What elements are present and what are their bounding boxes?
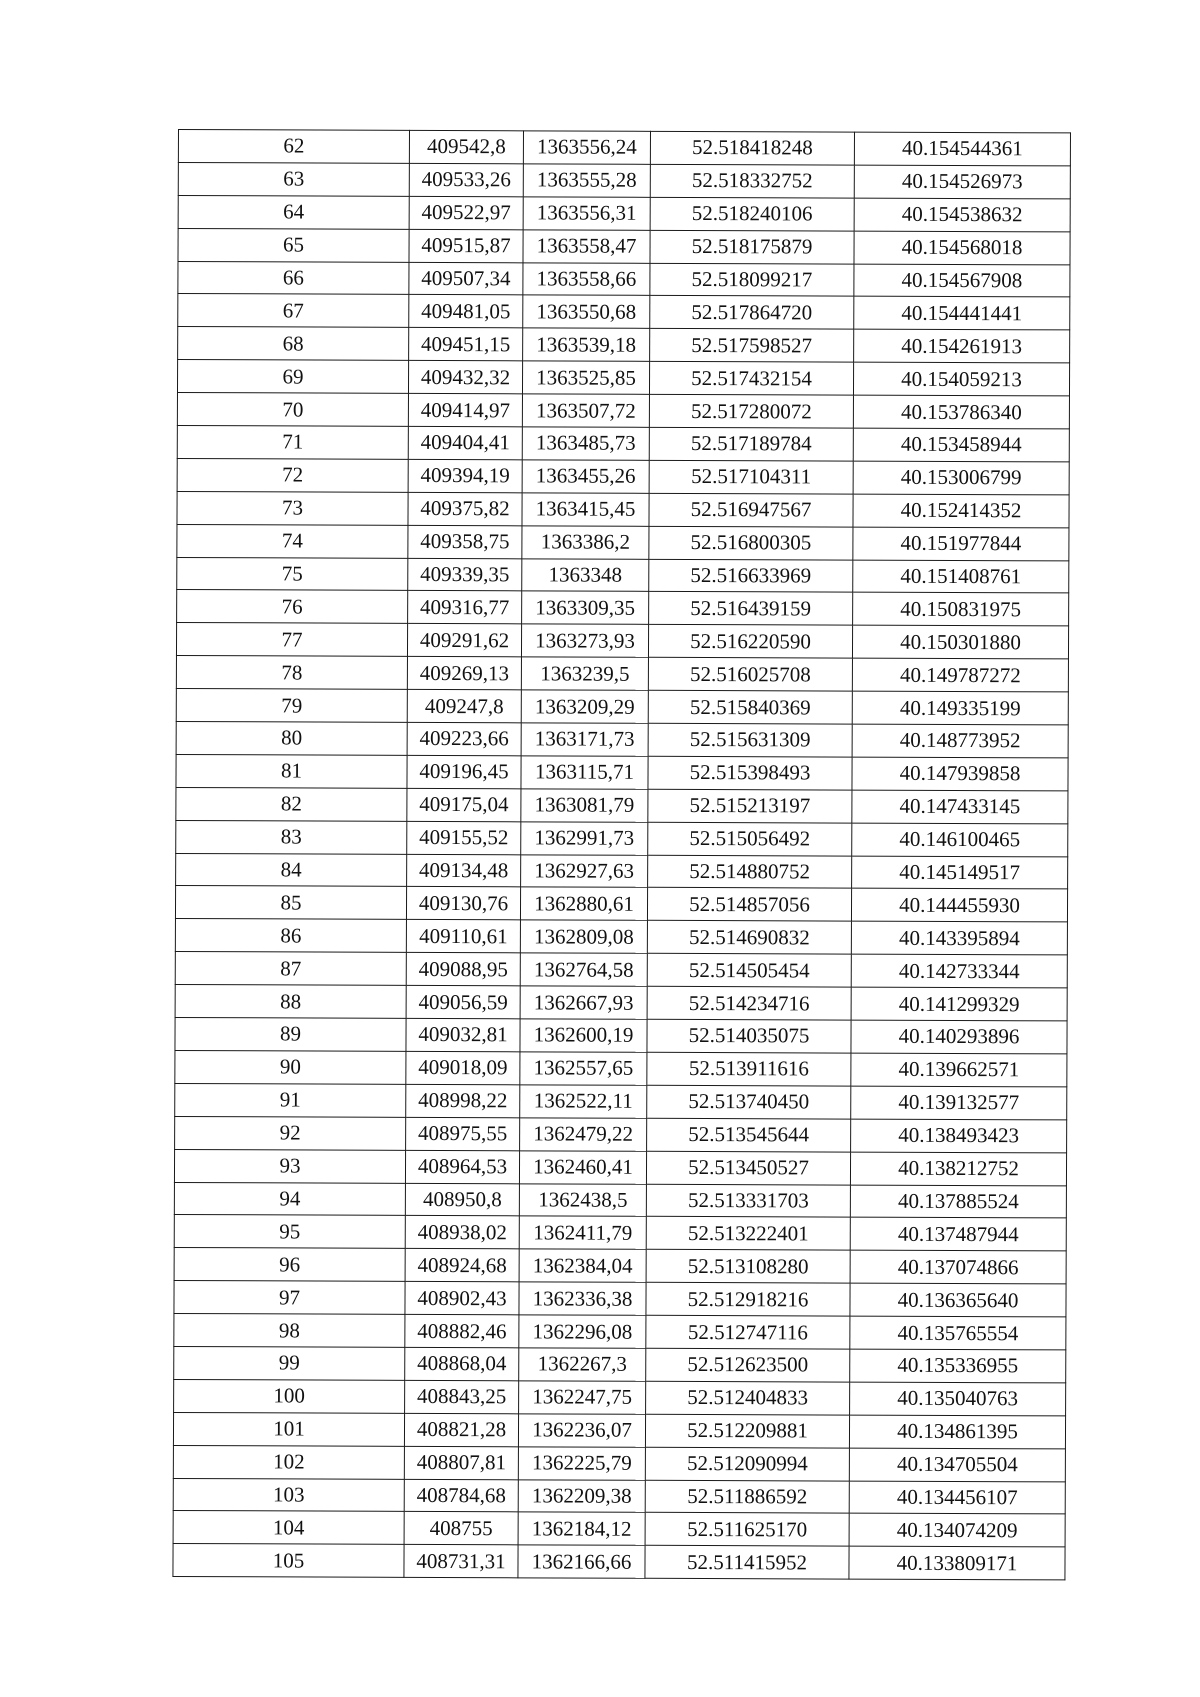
point-number-cell: 102	[173, 1445, 404, 1479]
y-coordinate-cell: 1362166,66	[518, 1545, 645, 1578]
longitude-cell: 40.135765554	[850, 1316, 1066, 1350]
latitude-cell: 52.512090994	[645, 1447, 849, 1481]
y-coordinate-cell: 1362247,75	[519, 1381, 646, 1414]
x-coordinate-cell: 408755	[404, 1512, 518, 1545]
table-row	[178, 130, 1070, 166]
latitude-cell: 52.512404833	[646, 1381, 850, 1415]
point-number-cell: 89	[175, 1018, 406, 1052]
x-coordinate-cell: 409358,75	[408, 525, 522, 558]
x-coordinate-cell: 409155,52	[407, 821, 521, 854]
point-number-cell: 62	[178, 130, 409, 164]
latitude-cell: 52.513331703	[646, 1184, 850, 1218]
longitude-cell: 40.139662571	[851, 1053, 1067, 1087]
point-number-cell: 81	[176, 754, 407, 788]
x-coordinate-cell: 409196,45	[407, 755, 521, 788]
latitude-cell: 52.511886592	[645, 1480, 849, 1514]
longitude-cell: 40.134074209	[849, 1513, 1065, 1547]
y-coordinate-cell: 1362600,19	[520, 1019, 647, 1052]
longitude-cell: 40.154538632	[854, 198, 1070, 232]
longitude-cell: 40.144455930	[851, 889, 1067, 923]
x-coordinate-cell: 408998,22	[406, 1084, 520, 1117]
longitude-cell: 40.142733344	[851, 954, 1067, 988]
longitude-cell: 40.147433145	[852, 790, 1068, 824]
longitude-cell: 40.154526973	[854, 165, 1070, 199]
table-row	[175, 952, 1067, 988]
table-row	[173, 1511, 1065, 1547]
x-coordinate-cell: 409414,97	[408, 394, 522, 427]
y-coordinate-cell: 1363550,68	[523, 295, 650, 328]
point-number-cell: 93	[174, 1149, 405, 1183]
y-coordinate-cell: 1362460,41	[519, 1150, 646, 1183]
table-row	[174, 1281, 1066, 1317]
point-number-cell: 73	[177, 491, 408, 525]
y-coordinate-cell: 1363386,2	[522, 526, 649, 559]
y-coordinate-cell: 1363348	[522, 558, 649, 591]
x-coordinate-cell: 409291,62	[407, 624, 521, 657]
table-row	[177, 426, 1069, 462]
y-coordinate-cell: 1363556,31	[523, 197, 650, 230]
table-row	[174, 1182, 1066, 1218]
longitude-cell: 40.154544361	[854, 132, 1070, 166]
point-number-cell: 85	[175, 886, 406, 920]
table-row	[174, 1149, 1066, 1185]
table-row	[175, 886, 1067, 922]
y-coordinate-cell: 1362209,38	[518, 1479, 645, 1512]
latitude-cell: 52.514035075	[647, 1019, 851, 1053]
longitude-cell: 40.135336955	[850, 1349, 1066, 1383]
longitude-cell: 40.134861395	[849, 1415, 1065, 1449]
y-coordinate-cell: 1363209,29	[521, 690, 648, 723]
longitude-cell: 40.153786340	[853, 395, 1069, 429]
x-coordinate-cell: 409110,61	[406, 920, 520, 953]
latitude-cell: 52.513450527	[646, 1151, 850, 1185]
x-coordinate-cell: 408843,25	[405, 1380, 519, 1413]
longitude-cell: 40.135040763	[850, 1382, 1066, 1416]
longitude-cell: 40.154059213	[853, 362, 1069, 396]
x-coordinate-cell: 408882,46	[405, 1314, 519, 1347]
table-row	[178, 261, 1070, 297]
y-coordinate-cell: 1362296,08	[519, 1315, 646, 1348]
table-row	[173, 1412, 1065, 1448]
latitude-cell: 52.513222401	[646, 1217, 850, 1251]
longitude-cell: 40.138212752	[850, 1152, 1066, 1186]
latitude-cell: 52.514234716	[647, 986, 851, 1020]
longitude-cell: 40.140293896	[851, 1020, 1067, 1054]
table-row	[175, 919, 1067, 955]
y-coordinate-cell: 1363525,85	[522, 361, 649, 394]
longitude-cell: 40.137487944	[850, 1217, 1066, 1251]
point-number-cell: 87	[175, 952, 406, 986]
y-coordinate-cell: 1362667,93	[520, 986, 647, 1019]
x-coordinate-cell: 409088,95	[406, 953, 520, 986]
x-coordinate-cell: 409375,82	[408, 492, 522, 525]
point-number-cell: 80	[176, 722, 407, 756]
latitude-cell: 52.518175879	[650, 230, 854, 264]
y-coordinate-cell: 1362184,12	[518, 1512, 645, 1545]
longitude-cell: 40.151977844	[853, 527, 1069, 561]
point-number-cell: 67	[178, 294, 409, 328]
point-number-cell: 69	[177, 360, 408, 394]
latitude-cell: 52.514880752	[648, 855, 852, 889]
point-number-cell: 83	[176, 820, 407, 854]
y-coordinate-cell: 1363558,66	[523, 262, 650, 295]
latitude-cell: 52.516633969	[649, 559, 853, 593]
point-number-cell: 97	[174, 1281, 405, 1315]
x-coordinate-cell: 408924,68	[405, 1249, 519, 1282]
y-coordinate-cell: 1363273,93	[521, 624, 648, 657]
longitude-cell: 40.133809171	[849, 1546, 1065, 1580]
latitude-cell: 52.514690832	[647, 921, 851, 955]
point-number-cell: 68	[178, 327, 409, 361]
table-row	[177, 458, 1069, 494]
latitude-cell: 52.513108280	[646, 1250, 850, 1284]
point-number-cell: 70	[177, 393, 408, 427]
point-number-cell: 72	[177, 458, 408, 492]
latitude-cell: 52.514505454	[647, 954, 851, 988]
point-number-cell: 75	[177, 557, 408, 591]
point-number-cell: 94	[174, 1182, 405, 1216]
latitude-cell: 52.512747116	[646, 1315, 850, 1349]
x-coordinate-cell: 409451,15	[409, 328, 523, 361]
table-row	[175, 1083, 1067, 1119]
y-coordinate-cell: 1362236,07	[518, 1414, 645, 1447]
longitude-cell: 40.149787272	[852, 658, 1068, 692]
latitude-cell: 52.514857056	[647, 888, 851, 922]
latitude-cell: 52.515213197	[648, 789, 852, 823]
point-number-cell: 77	[176, 623, 407, 657]
longitude-cell: 40.143395894	[851, 921, 1067, 955]
latitude-cell: 52.517864720	[650, 296, 854, 330]
x-coordinate-cell: 409018,09	[406, 1051, 520, 1084]
point-number-cell: 88	[175, 985, 406, 1019]
y-coordinate-cell: 1363485,73	[522, 427, 649, 460]
table-row	[176, 754, 1068, 790]
x-coordinate-cell: 409316,77	[408, 591, 522, 624]
latitude-cell: 52.516947567	[649, 493, 853, 527]
x-coordinate-cell: 408807,81	[404, 1446, 518, 1479]
longitude-cell: 40.145149517	[852, 856, 1068, 890]
latitude-cell: 52.517280072	[649, 394, 853, 428]
table-row	[178, 195, 1070, 231]
longitude-cell: 40.150831975	[853, 593, 1069, 627]
point-number-cell: 98	[174, 1314, 405, 1348]
y-coordinate-cell: 1363455,26	[522, 460, 649, 493]
point-number-cell: 79	[176, 689, 407, 723]
y-coordinate-cell: 1362809,08	[520, 920, 647, 953]
table-row	[175, 1116, 1067, 1152]
point-number-cell: 78	[176, 656, 407, 690]
x-coordinate-cell: 409032,81	[406, 1018, 520, 1051]
x-coordinate-cell: 409533,26	[409, 163, 523, 196]
y-coordinate-cell: 1362522,11	[520, 1085, 647, 1118]
x-coordinate-cell: 409542,8	[409, 130, 523, 163]
y-coordinate-cell: 1363115,71	[521, 756, 648, 789]
point-number-cell: 71	[177, 426, 408, 460]
y-coordinate-cell: 1363239,5	[521, 657, 648, 690]
latitude-cell: 52.518099217	[650, 263, 854, 297]
x-coordinate-cell: 409404,41	[408, 426, 522, 459]
latitude-cell: 52.516220590	[648, 625, 852, 659]
y-coordinate-cell: 1362880,61	[520, 887, 647, 920]
table-row	[178, 294, 1070, 330]
x-coordinate-cell: 409394,19	[408, 459, 522, 492]
x-coordinate-cell: 409223,66	[407, 722, 521, 755]
point-number-cell: 65	[178, 228, 409, 262]
longitude-cell: 40.141299329	[851, 987, 1067, 1021]
table-row	[178, 327, 1070, 363]
latitude-cell: 52.513545644	[647, 1118, 851, 1152]
point-number-cell: 101	[173, 1412, 404, 1446]
latitude-cell: 52.515056492	[648, 822, 852, 856]
longitude-cell: 40.154567908	[854, 264, 1070, 298]
longitude-cell: 40.146100465	[852, 823, 1068, 857]
latitude-cell: 52.517104311	[649, 460, 853, 494]
longitude-cell: 40.152414352	[853, 494, 1069, 528]
longitude-cell: 40.148773952	[852, 724, 1068, 758]
point-number-cell: 92	[175, 1116, 406, 1150]
latitude-cell: 52.516439159	[649, 592, 853, 626]
latitude-cell: 52.512209881	[645, 1414, 849, 1448]
x-coordinate-cell: 409269,13	[407, 657, 521, 690]
longitude-cell: 40.154441441	[854, 297, 1070, 331]
y-coordinate-cell: 1363555,28	[523, 164, 650, 197]
point-number-cell: 63	[178, 162, 409, 196]
latitude-cell: 52.517598527	[650, 329, 854, 363]
table-row	[177, 491, 1069, 527]
y-coordinate-cell: 1363558,47	[523, 229, 650, 262]
point-number-cell: 82	[176, 787, 407, 821]
point-number-cell: 74	[177, 524, 408, 558]
longitude-cell: 40.154568018	[854, 231, 1070, 265]
table-row	[177, 360, 1069, 396]
coordinates-table	[172, 129, 1071, 1581]
table-row	[176, 689, 1068, 725]
longitude-cell: 40.137074866	[850, 1250, 1066, 1284]
y-coordinate-cell: 1362225,79	[518, 1446, 645, 1479]
table-row	[173, 1445, 1065, 1481]
table-row	[175, 985, 1067, 1021]
y-coordinate-cell: 1363507,72	[522, 394, 649, 427]
y-coordinate-cell: 1362557,65	[520, 1052, 647, 1085]
y-coordinate-cell: 1362411,79	[519, 1216, 646, 1249]
latitude-cell: 52.515631309	[648, 723, 852, 757]
x-coordinate-cell: 409507,34	[409, 262, 523, 295]
table-row	[177, 590, 1069, 626]
y-coordinate-cell: 1363309,35	[522, 591, 649, 624]
longitude-cell: 40.147939858	[852, 757, 1068, 791]
latitude-cell: 52.511415952	[645, 1546, 849, 1580]
longitude-cell: 40.138493423	[851, 1119, 1067, 1153]
latitude-cell: 52.513911616	[647, 1052, 851, 1086]
point-number-cell: 90	[175, 1050, 406, 1084]
y-coordinate-cell: 1362927,63	[521, 854, 648, 887]
x-coordinate-cell: 408784,68	[404, 1479, 518, 1512]
x-coordinate-cell: 409432,32	[408, 361, 522, 394]
point-number-cell: 84	[176, 853, 407, 887]
y-coordinate-cell: 1363415,45	[522, 493, 649, 526]
x-coordinate-cell: 409247,8	[407, 690, 521, 723]
coordinates-table-body	[173, 130, 1071, 1581]
x-coordinate-cell: 409175,04	[407, 788, 521, 821]
latitude-cell: 52.517189784	[649, 427, 853, 461]
latitude-cell: 52.518332752	[650, 164, 854, 198]
table-row	[177, 524, 1069, 560]
y-coordinate-cell: 1362764,58	[520, 953, 647, 986]
table-row	[174, 1379, 1066, 1415]
latitude-cell: 52.518418248	[650, 131, 854, 165]
latitude-cell: 52.517432154	[649, 362, 853, 396]
table-row	[174, 1314, 1066, 1350]
x-coordinate-cell: 409481,05	[409, 295, 523, 328]
point-number-cell: 105	[173, 1544, 404, 1578]
y-coordinate-cell: 1362267,3	[519, 1348, 646, 1381]
latitude-cell: 52.518240106	[650, 197, 854, 231]
point-number-cell: 103	[173, 1478, 404, 1512]
point-number-cell: 104	[173, 1511, 404, 1545]
table-row	[176, 787, 1068, 823]
table-row	[178, 162, 1070, 198]
point-number-cell: 100	[174, 1379, 405, 1413]
latitude-cell: 52.515398493	[648, 756, 852, 790]
table-row	[173, 1478, 1065, 1514]
longitude-cell: 40.136365640	[850, 1283, 1066, 1317]
x-coordinate-cell: 409134,48	[407, 854, 521, 887]
point-number-cell: 64	[178, 195, 409, 229]
point-number-cell: 91	[175, 1083, 406, 1117]
x-coordinate-cell: 409515,87	[409, 229, 523, 262]
latitude-cell: 52.512623500	[646, 1348, 850, 1382]
table-row	[175, 1018, 1067, 1054]
y-coordinate-cell: 1363081,79	[521, 789, 648, 822]
x-coordinate-cell: 408938,02	[405, 1216, 519, 1249]
longitude-cell: 40.153006799	[853, 461, 1069, 495]
longitude-cell: 40.139132577	[851, 1086, 1067, 1120]
x-coordinate-cell: 408950,8	[405, 1183, 519, 1216]
x-coordinate-cell: 409130,76	[406, 887, 520, 920]
table-row	[173, 1544, 1065, 1580]
latitude-cell: 52.515840369	[648, 690, 852, 724]
x-coordinate-cell: 409522,97	[409, 196, 523, 229]
point-number-cell: 66	[178, 261, 409, 295]
table-row	[176, 853, 1068, 889]
longitude-cell: 40.149335199	[852, 691, 1068, 725]
y-coordinate-cell: 1362438,5	[519, 1183, 646, 1216]
latitude-cell: 52.516025708	[648, 658, 852, 692]
latitude-cell: 52.516800305	[649, 526, 853, 560]
y-coordinate-cell: 1363556,24	[523, 131, 650, 164]
y-coordinate-cell: 1362479,22	[520, 1118, 647, 1151]
x-coordinate-cell: 409339,35	[408, 558, 522, 591]
latitude-cell: 52.512918216	[646, 1282, 850, 1316]
y-coordinate-cell: 1362336,38	[519, 1282, 646, 1315]
table-row	[176, 722, 1068, 758]
point-number-cell: 86	[175, 919, 406, 953]
latitude-cell: 52.511625170	[645, 1513, 849, 1547]
x-coordinate-cell: 409056,59	[406, 986, 520, 1019]
longitude-cell: 40.134456107	[849, 1481, 1065, 1515]
longitude-cell: 40.150301880	[852, 625, 1068, 659]
x-coordinate-cell: 408902,43	[405, 1282, 519, 1315]
x-coordinate-cell: 408731,31	[404, 1545, 518, 1578]
longitude-cell: 40.134705504	[849, 1448, 1065, 1482]
table-row	[174, 1346, 1066, 1382]
point-number-cell: 76	[177, 590, 408, 624]
longitude-cell: 40.151408761	[853, 560, 1069, 594]
point-number-cell: 96	[174, 1248, 405, 1282]
x-coordinate-cell: 408964,53	[405, 1150, 519, 1183]
point-number-cell: 95	[174, 1215, 405, 1249]
table-row	[177, 557, 1069, 593]
longitude-cell: 40.153458944	[853, 428, 1069, 462]
table-row	[176, 820, 1068, 856]
table-row	[174, 1215, 1066, 1251]
y-coordinate-cell: 1363539,18	[523, 328, 650, 361]
table-row	[177, 393, 1069, 429]
x-coordinate-cell: 408975,55	[406, 1117, 520, 1150]
longitude-cell: 40.154261913	[854, 329, 1070, 363]
x-coordinate-cell: 408821,28	[404, 1413, 518, 1446]
table-row	[176, 656, 1068, 692]
y-coordinate-cell: 1362384,04	[519, 1249, 646, 1282]
table-row	[178, 228, 1070, 264]
y-coordinate-cell: 1363171,73	[521, 723, 648, 756]
point-number-cell: 99	[174, 1346, 405, 1380]
latitude-cell: 52.513740450	[647, 1085, 851, 1119]
table-row	[174, 1248, 1066, 1284]
table-row	[175, 1050, 1067, 1086]
table-row	[176, 623, 1068, 659]
x-coordinate-cell: 408868,04	[405, 1347, 519, 1380]
longitude-cell: 40.137885524	[850, 1185, 1066, 1219]
y-coordinate-cell: 1362991,73	[521, 822, 648, 855]
